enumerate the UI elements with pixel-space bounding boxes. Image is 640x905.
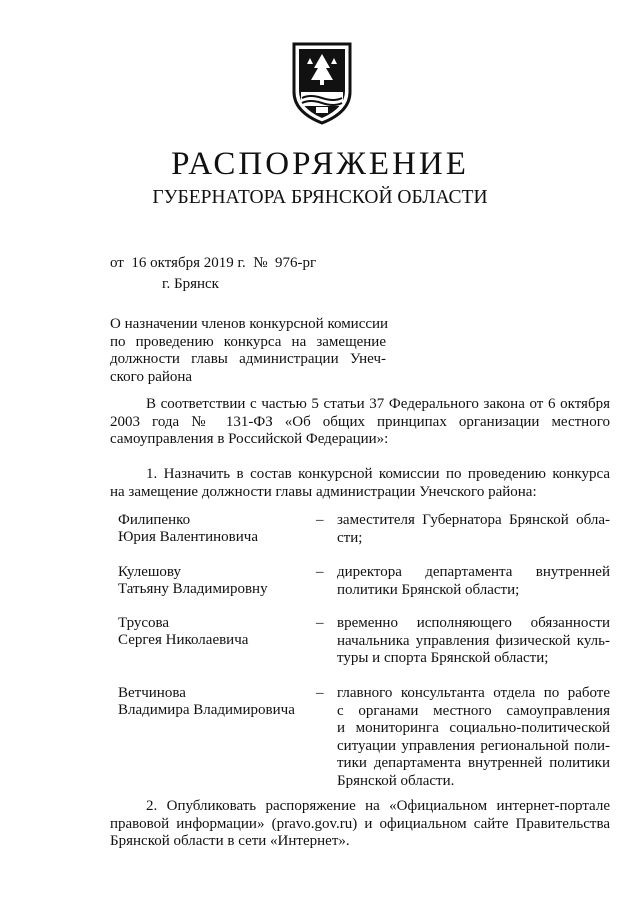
member-surname: Ветчинова: [118, 685, 186, 701]
paragraph-line: 1. Назначить в состав конкурсной комиссии по проведению конкурса: [146, 466, 610, 482]
member-position: [337, 512, 610, 547]
member-surname: Кулешову: [118, 564, 181, 580]
member-dash: –: [316, 512, 324, 528]
member-position: [337, 564, 610, 599]
member-position: [337, 685, 610, 790]
coat-of-arms-icon: [290, 40, 354, 126]
member-dash: –: [316, 685, 324, 701]
document-subject: [110, 316, 389, 386]
member-dash: –: [316, 615, 324, 631]
member-surname: Филипенко: [118, 512, 191, 528]
member-given-names: Владимира Владимировича: [118, 702, 295, 718]
document-subtitle: ГУБЕРНАТОРА БРЯНСКОЙ ОБЛАСТИ: [152, 187, 488, 208]
member-given-names: Сергея Николаевича: [118, 632, 249, 648]
document-city: г. Брянск: [162, 276, 219, 292]
paragraph-line: самоуправления в Российской Федерации»:: [110, 431, 389, 447]
document-title: РАСПОРЯЖЕНИЕ: [171, 146, 469, 182]
position-line: сти;: [337, 529, 363, 546]
subject-line: О назначении членов конкурсной комиссии: [110, 316, 389, 332]
position-line: временно исполняющего обязанности: [337, 615, 610, 631]
paragraph-line: В соответствии с частью 5 статьи 37 Федерального закона от 6 октября: [146, 396, 610, 412]
member-given-names: Татьяну Владимировну: [118, 581, 268, 597]
position-line: с органами местного самоуправления: [337, 702, 610, 719]
position-line: главного консультанта отдела по работе: [337, 685, 610, 701]
position-line: тики департамента внутренней политики: [337, 755, 610, 771]
member-given-names: Юрия Валентиновича: [118, 529, 258, 545]
subject-line: по проведению конкурса на замещение: [110, 333, 386, 350]
position-line: директора департамента внутренней: [337, 564, 610, 580]
subject-line: ского района: [110, 368, 193, 385]
position-line: туры и спорта Брянской области;: [337, 650, 549, 666]
member-surname: Трусова: [118, 615, 170, 631]
document-date-number: от 16 октября 2019 г. № 976-рг: [110, 255, 317, 271]
member-position: [337, 615, 610, 668]
position-line: ситуации управления региональной поли-: [337, 737, 610, 754]
paragraph-line: Брянской области в сети «Интернет».: [110, 833, 350, 849]
member-dash: –: [316, 564, 324, 580]
position-line: и мониторинга социально-политической: [337, 720, 610, 736]
position-line: Брянской области.: [337, 772, 455, 789]
subject-line: должности главы администрации Унеч-: [110, 351, 386, 367]
item-2-paragraph: [110, 798, 610, 851]
position-line: политики Брянской области;: [337, 581, 520, 598]
paragraph-line: 2. Опубликовать распоряжение на «Официальном интернет-портале: [146, 798, 610, 814]
item-1-paragraph: [110, 466, 610, 501]
paragraph-line: 2003 года № 131-ФЗ «Об общих принципах организации местного: [110, 413, 610, 430]
paragraph-line: на замещение должности главы администрации Унечского района:: [110, 483, 537, 500]
position-line: заместителя Губернатора Брянской обла-: [337, 512, 610, 528]
position-line: начальника управления физической куль-: [337, 632, 610, 649]
intro-paragraph: [110, 396, 610, 449]
paragraph-line: правовой информации» (pravo.gov.ru) и официальном сайте Правительства: [110, 815, 610, 832]
